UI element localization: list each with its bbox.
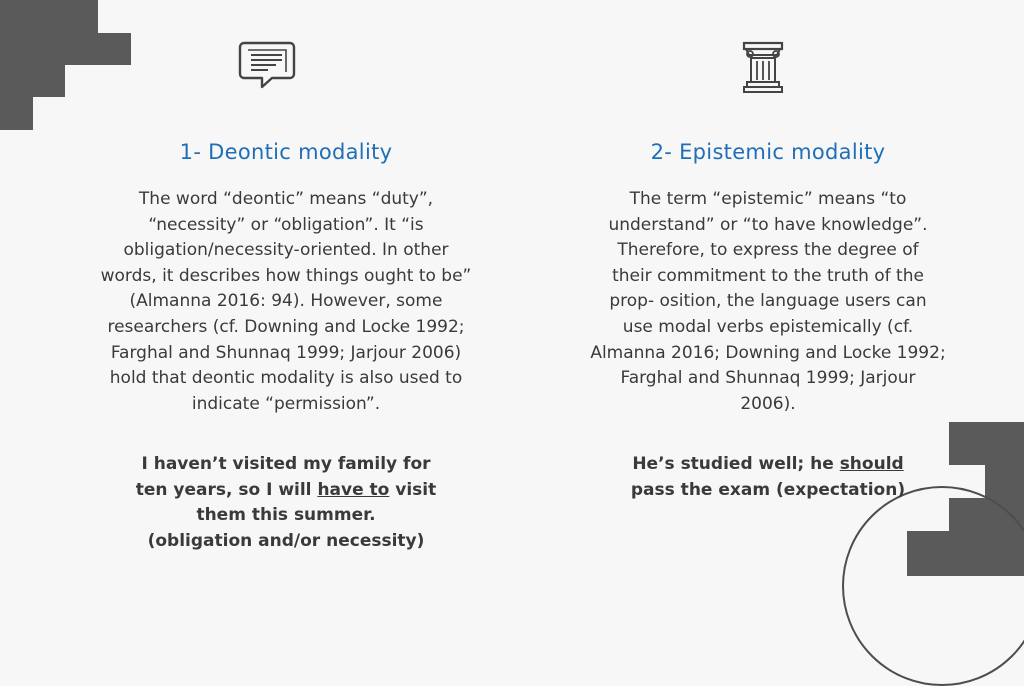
description-line: understand” or “to have knowledge”. (608, 214, 928, 235)
speech-bubble-icon (238, 40, 298, 96)
description-line: words, it describes how things ought to be” (100, 265, 472, 286)
description-line: (Almanna 2016: 94). However, some (129, 291, 443, 312)
description-line: “necessity” or “obligation”. It “is (148, 214, 424, 235)
description-line: Farghal and Shunnaq 1999; Jarjour 2006) (110, 342, 462, 363)
example-line: (obligation and/or necessity) (147, 530, 425, 551)
description-line: Therefore, to express the degree of (617, 240, 919, 261)
stair-decoration-top-left (0, 97, 33, 130)
description-line: prop- osition, the language users can (609, 291, 927, 312)
example-line (86, 478, 486, 504)
epistemic-heading: 2- Epistemic modality (650, 140, 886, 164)
deontic-description (86, 187, 486, 417)
description-line: their commitment to the truth of the (612, 265, 924, 286)
description-line: Farghal and Shunnaq 1999; Jarjour (620, 368, 916, 389)
description-line: hold that deontic modality is also used to (109, 368, 463, 389)
stair-decoration-top-left (0, 33, 131, 65)
description-line: indicate “permission”. (191, 393, 381, 414)
stair-decoration-top-left (0, 65, 65, 97)
stair-decoration-top-left (0, 0, 98, 33)
deontic-heading: 1- Deontic modality (179, 140, 393, 164)
description-line: researchers (cf. Downing and Locke 1992; (107, 316, 465, 337)
example-text: ten years, so I will (135, 479, 318, 500)
example-line (568, 452, 968, 478)
epistemic-description (568, 187, 968, 417)
deontic-example (86, 452, 486, 554)
description-line: obligation/necessity-oriented. In other (123, 240, 449, 261)
description-line: The term “epistemic” means “to (629, 189, 907, 209)
modal-verb-underlined: have to (317, 479, 390, 500)
pillar-column-icon (741, 40, 785, 98)
description-line: 2006). (740, 393, 796, 414)
example-text: He’s studied well; he (632, 454, 840, 474)
example-line: I haven’t visited my family for (141, 454, 431, 474)
description-line: Almanna 2016; Downing and Locke 1992; (590, 342, 946, 363)
example-line: pass the exam (expectation) (630, 479, 906, 500)
description-line: The word “deontic” means “duty”, (138, 189, 434, 209)
modal-verb-underlined: should (839, 454, 904, 474)
epistemic-example (568, 452, 968, 503)
example-text: visit (389, 479, 437, 500)
description-line: use modal verbs epistemically (cf. (622, 316, 914, 337)
stair-decoration-bottom-right (985, 465, 1024, 498)
example-line: them this summer. (196, 505, 376, 526)
circle-decoration (842, 486, 1024, 686)
